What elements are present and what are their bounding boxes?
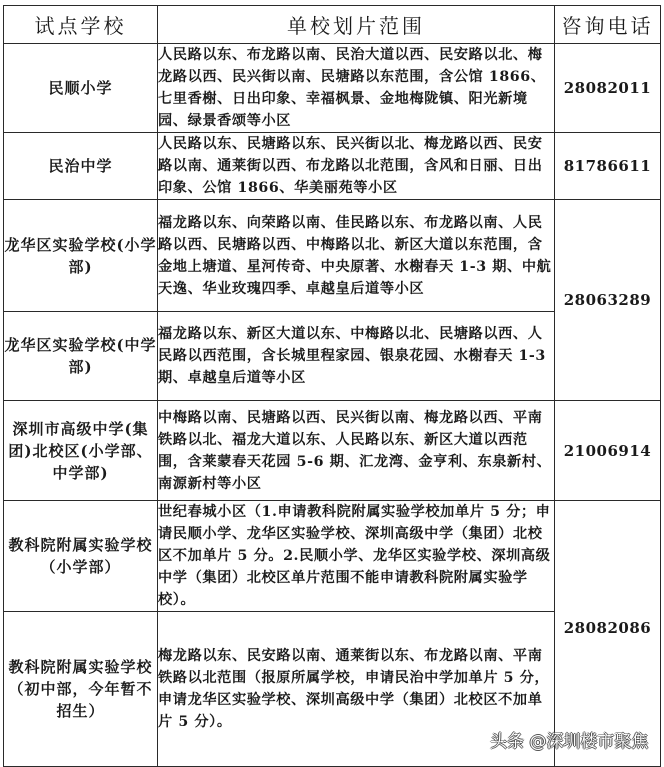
district-range: 福龙路以东、向荣路以南、佳民路以东、布龙路以南、人民路以西、民塘路以西、中梅路以北、新区大道以东范围，含金地上塘道、星河传奇、中央原著、水榭春天 1-3 期、中航天逸、华业玫瑰四季、卓越皇后道等小区 <box>158 200 555 312</box>
school-name: 龙华区实验学校(小学部) <box>4 200 158 312</box>
school-name: 民治中学 <box>4 133 158 200</box>
table-row <box>4 44 661 133</box>
phone-number: 28082086 <box>555 501 661 767</box>
watermark: 头条 @深圳楼市聚焦 <box>490 732 649 752</box>
district-range: 人民路以东、民塘路以东、民兴街以北、梅龙路以西、民安路以南、通莱街以西、布龙路以北范围，含风和日丽、日出印象、公馆 1866、华美丽苑等小区 <box>158 133 555 200</box>
table-row <box>4 133 661 200</box>
district-range: 人民路以东、布龙路以南、民治大道以西、民安路以北、梅龙路以西、民兴街以南、民塘路以东范围，含公馆 1866、七里香榭、日出印象、幸福枫景、金地梅陇镇、阳光新境园、绿景香颂等小区 <box>158 44 555 133</box>
district-range: 中梅路以南、民塘路以西、民兴街以南、梅龙路以西、平南铁路以北、福龙大道以东、人民路以东、新区大道以西范围，含莱蒙春天花园 5-6 期、汇龙湾、金亨利、东泉新村、南源新村等小区 <box>158 401 555 501</box>
district-range: 世纪春城小区（1.申请教科院附属实验学校加单片 5 分；申请民顺小学、龙华区实验学校、深圳高级中学（集团）北校区不加单片 5 分。2.民顺小学、龙华区实验学校、深圳高级中学（集团）北校区单片范围不能申请教科院附属实验学校）。 <box>158 501 555 612</box>
header-range: 单校划片范围 <box>158 6 555 44</box>
header-row <box>4 6 661 44</box>
phone-number: 21006914 <box>555 401 661 501</box>
school-name: 深圳市高级中学(集团)北校区(小学部、中学部) <box>4 401 158 501</box>
table-row <box>4 501 661 612</box>
school-name: 教科院附属实验学校（初中部，今年暂不招生） <box>4 612 158 767</box>
phone-number: 28082011 <box>555 44 661 133</box>
phone-number: 81786611 <box>555 133 661 200</box>
header-school: 试点学校 <box>4 6 158 44</box>
school-name: 龙华区实验学校(中学部) <box>4 312 158 401</box>
district-range: 福龙路以东、新区大道以东、中梅路以北、民塘路以西、人民路以西范围，含长城里程家园、银泉花园、水榭春天 1-3 期、卓越皇后道等小区 <box>158 312 555 401</box>
phone-number: 28063289 <box>555 200 661 401</box>
table-row <box>4 200 661 312</box>
table-row <box>4 401 661 501</box>
school-name: 教科院附属实验学校（小学部） <box>4 501 158 612</box>
header-phone: 咨询电话 <box>555 6 661 44</box>
school-district-table <box>3 5 661 767</box>
school-name: 民顺小学 <box>4 44 158 133</box>
district-range: 梅龙路以东、民安路以南、通莱街以东、布龙路以南、平南铁路以北范围（报原所属学校，申请民治中学加单片 5 分，申请龙华区实验学校、深圳高级中学（集团）北校区不加单片 5 分）。 <box>158 612 555 767</box>
